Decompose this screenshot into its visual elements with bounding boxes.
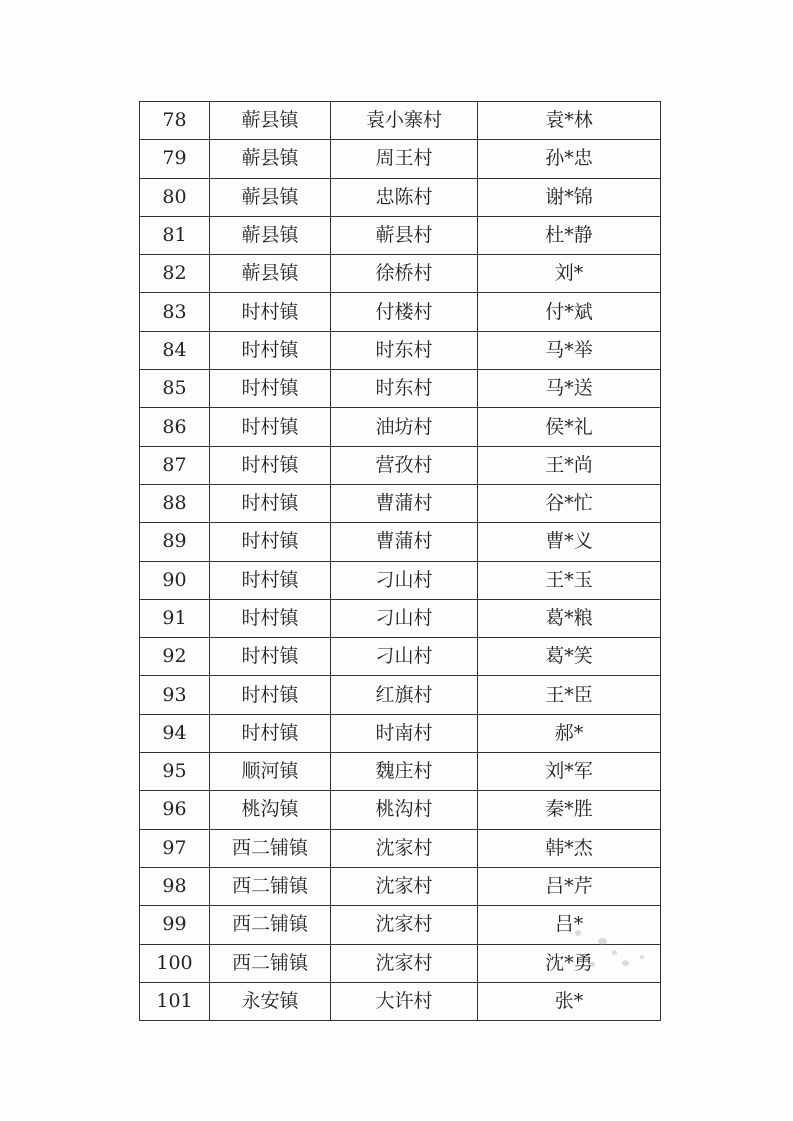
person-name-cell: 杜*静 (478, 216, 661, 254)
table-row (140, 178, 661, 216)
town-cell: 时村镇 (210, 408, 331, 446)
village-cell: 时东村 (331, 331, 478, 369)
town-cell: 西二铺镇 (210, 906, 331, 944)
table-row (140, 523, 661, 561)
village-cell: 曹蒲村 (331, 523, 478, 561)
person-name-cell: 谷*忙 (478, 484, 661, 522)
row-number: 83 (140, 293, 210, 331)
town-cell: 时村镇 (210, 599, 331, 637)
person-name-cell: 王*玉 (478, 561, 661, 599)
person-name-cell: 郝* (478, 714, 661, 752)
table-row (140, 102, 661, 140)
table-row (140, 255, 661, 293)
town-cell: 蕲县镇 (210, 178, 331, 216)
town-cell: 西二铺镇 (210, 829, 331, 867)
row-number: 95 (140, 753, 210, 791)
person-name-cell: 马*举 (478, 331, 661, 369)
person-name-cell: 曹*义 (478, 523, 661, 561)
person-name-cell: 吕*芹 (478, 867, 661, 905)
person-name-cell: 秦*胜 (478, 791, 661, 829)
person-name-cell: 孙*忠 (478, 140, 661, 178)
row-number: 84 (140, 331, 210, 369)
table-row (140, 293, 661, 331)
town-cell: 时村镇 (210, 293, 331, 331)
village-cell: 时南村 (331, 714, 478, 752)
village-cell: 刁山村 (331, 638, 478, 676)
table-row (140, 867, 661, 905)
row-number: 88 (140, 484, 210, 522)
table-row (140, 753, 661, 791)
row-number: 96 (140, 791, 210, 829)
village-cell: 桃沟村 (331, 791, 478, 829)
person-name-cell: 葛*笑 (478, 638, 661, 676)
town-cell: 西二铺镇 (210, 867, 331, 905)
row-number: 85 (140, 370, 210, 408)
row-number: 91 (140, 599, 210, 637)
village-cell: 刁山村 (331, 599, 478, 637)
table-row (140, 714, 661, 752)
table-row (140, 446, 661, 484)
row-number: 90 (140, 561, 210, 599)
table-row (140, 944, 661, 982)
village-cell: 付楼村 (331, 293, 478, 331)
row-number: 100 (140, 944, 210, 982)
village-cell: 曹蒲村 (331, 484, 478, 522)
table-row (140, 484, 661, 522)
row-number: 86 (140, 408, 210, 446)
person-name-cell: 付*斌 (478, 293, 661, 331)
village-cell: 油坊村 (331, 408, 478, 446)
town-cell: 时村镇 (210, 370, 331, 408)
village-cell: 大许村 (331, 982, 478, 1020)
town-cell: 桃沟镇 (210, 791, 331, 829)
person-name-cell: 刘* (478, 255, 661, 293)
person-name-cell: 葛*粮 (478, 599, 661, 637)
row-number: 94 (140, 714, 210, 752)
row-number: 80 (140, 178, 210, 216)
town-cell: 时村镇 (210, 714, 331, 752)
town-cell: 时村镇 (210, 446, 331, 484)
town-cell: 顺河镇 (210, 753, 331, 791)
row-number: 97 (140, 829, 210, 867)
roster-table (139, 101, 661, 1021)
person-name-cell: 张* (478, 982, 661, 1020)
row-number: 89 (140, 523, 210, 561)
person-name-cell: 王*臣 (478, 676, 661, 714)
person-name-cell: 韩*杰 (478, 829, 661, 867)
town-cell: 蕲县镇 (210, 140, 331, 178)
town-cell: 时村镇 (210, 523, 331, 561)
table-row (140, 561, 661, 599)
town-cell: 时村镇 (210, 676, 331, 714)
town-cell: 蕲县镇 (210, 216, 331, 254)
table-row (140, 638, 661, 676)
table-row (140, 408, 661, 446)
table-row (140, 906, 661, 944)
row-number: 87 (140, 446, 210, 484)
village-cell: 沈家村 (331, 944, 478, 982)
table-row (140, 140, 661, 178)
village-cell: 忠陈村 (331, 178, 478, 216)
row-number: 93 (140, 676, 210, 714)
person-name-cell: 侯*礼 (478, 408, 661, 446)
table-row (140, 599, 661, 637)
village-cell: 红旗村 (331, 676, 478, 714)
row-number: 99 (140, 906, 210, 944)
village-cell: 袁小寨村 (331, 102, 478, 140)
row-number: 98 (140, 867, 210, 905)
table-row (140, 676, 661, 714)
person-name-cell: 吕* (478, 906, 661, 944)
roster-table-body (140, 102, 661, 1021)
town-cell: 时村镇 (210, 561, 331, 599)
town-cell: 时村镇 (210, 638, 331, 676)
town-cell: 蕲县镇 (210, 255, 331, 293)
village-cell: 蕲县村 (331, 216, 478, 254)
town-cell: 蕲县镇 (210, 102, 331, 140)
row-number: 81 (140, 216, 210, 254)
row-number: 78 (140, 102, 210, 140)
person-name-cell: 谢*锦 (478, 178, 661, 216)
village-cell: 刁山村 (331, 561, 478, 599)
town-cell: 时村镇 (210, 331, 331, 369)
town-cell: 永安镇 (210, 982, 331, 1020)
person-name-cell: 马*送 (478, 370, 661, 408)
village-cell: 沈家村 (331, 829, 478, 867)
person-name-cell: 袁*林 (478, 102, 661, 140)
table-row (140, 829, 661, 867)
person-name-cell: 刘*军 (478, 753, 661, 791)
table-row (140, 982, 661, 1020)
table-row (140, 370, 661, 408)
village-cell: 魏庄村 (331, 753, 478, 791)
table-row (140, 791, 661, 829)
town-cell: 西二铺镇 (210, 944, 331, 982)
table-row (140, 331, 661, 369)
table-row (140, 216, 661, 254)
row-number: 82 (140, 255, 210, 293)
row-number: 101 (140, 982, 210, 1020)
person-name-cell: 王*尚 (478, 446, 661, 484)
village-cell: 周王村 (331, 140, 478, 178)
row-number: 92 (140, 638, 210, 676)
village-cell: 营孜村 (331, 446, 478, 484)
town-cell: 时村镇 (210, 484, 331, 522)
person-name-cell: 沈*勇 (478, 944, 661, 982)
village-cell: 徐桥村 (331, 255, 478, 293)
row-number: 79 (140, 140, 210, 178)
village-cell: 时东村 (331, 370, 478, 408)
village-cell: 沈家村 (331, 906, 478, 944)
village-cell: 沈家村 (331, 867, 478, 905)
